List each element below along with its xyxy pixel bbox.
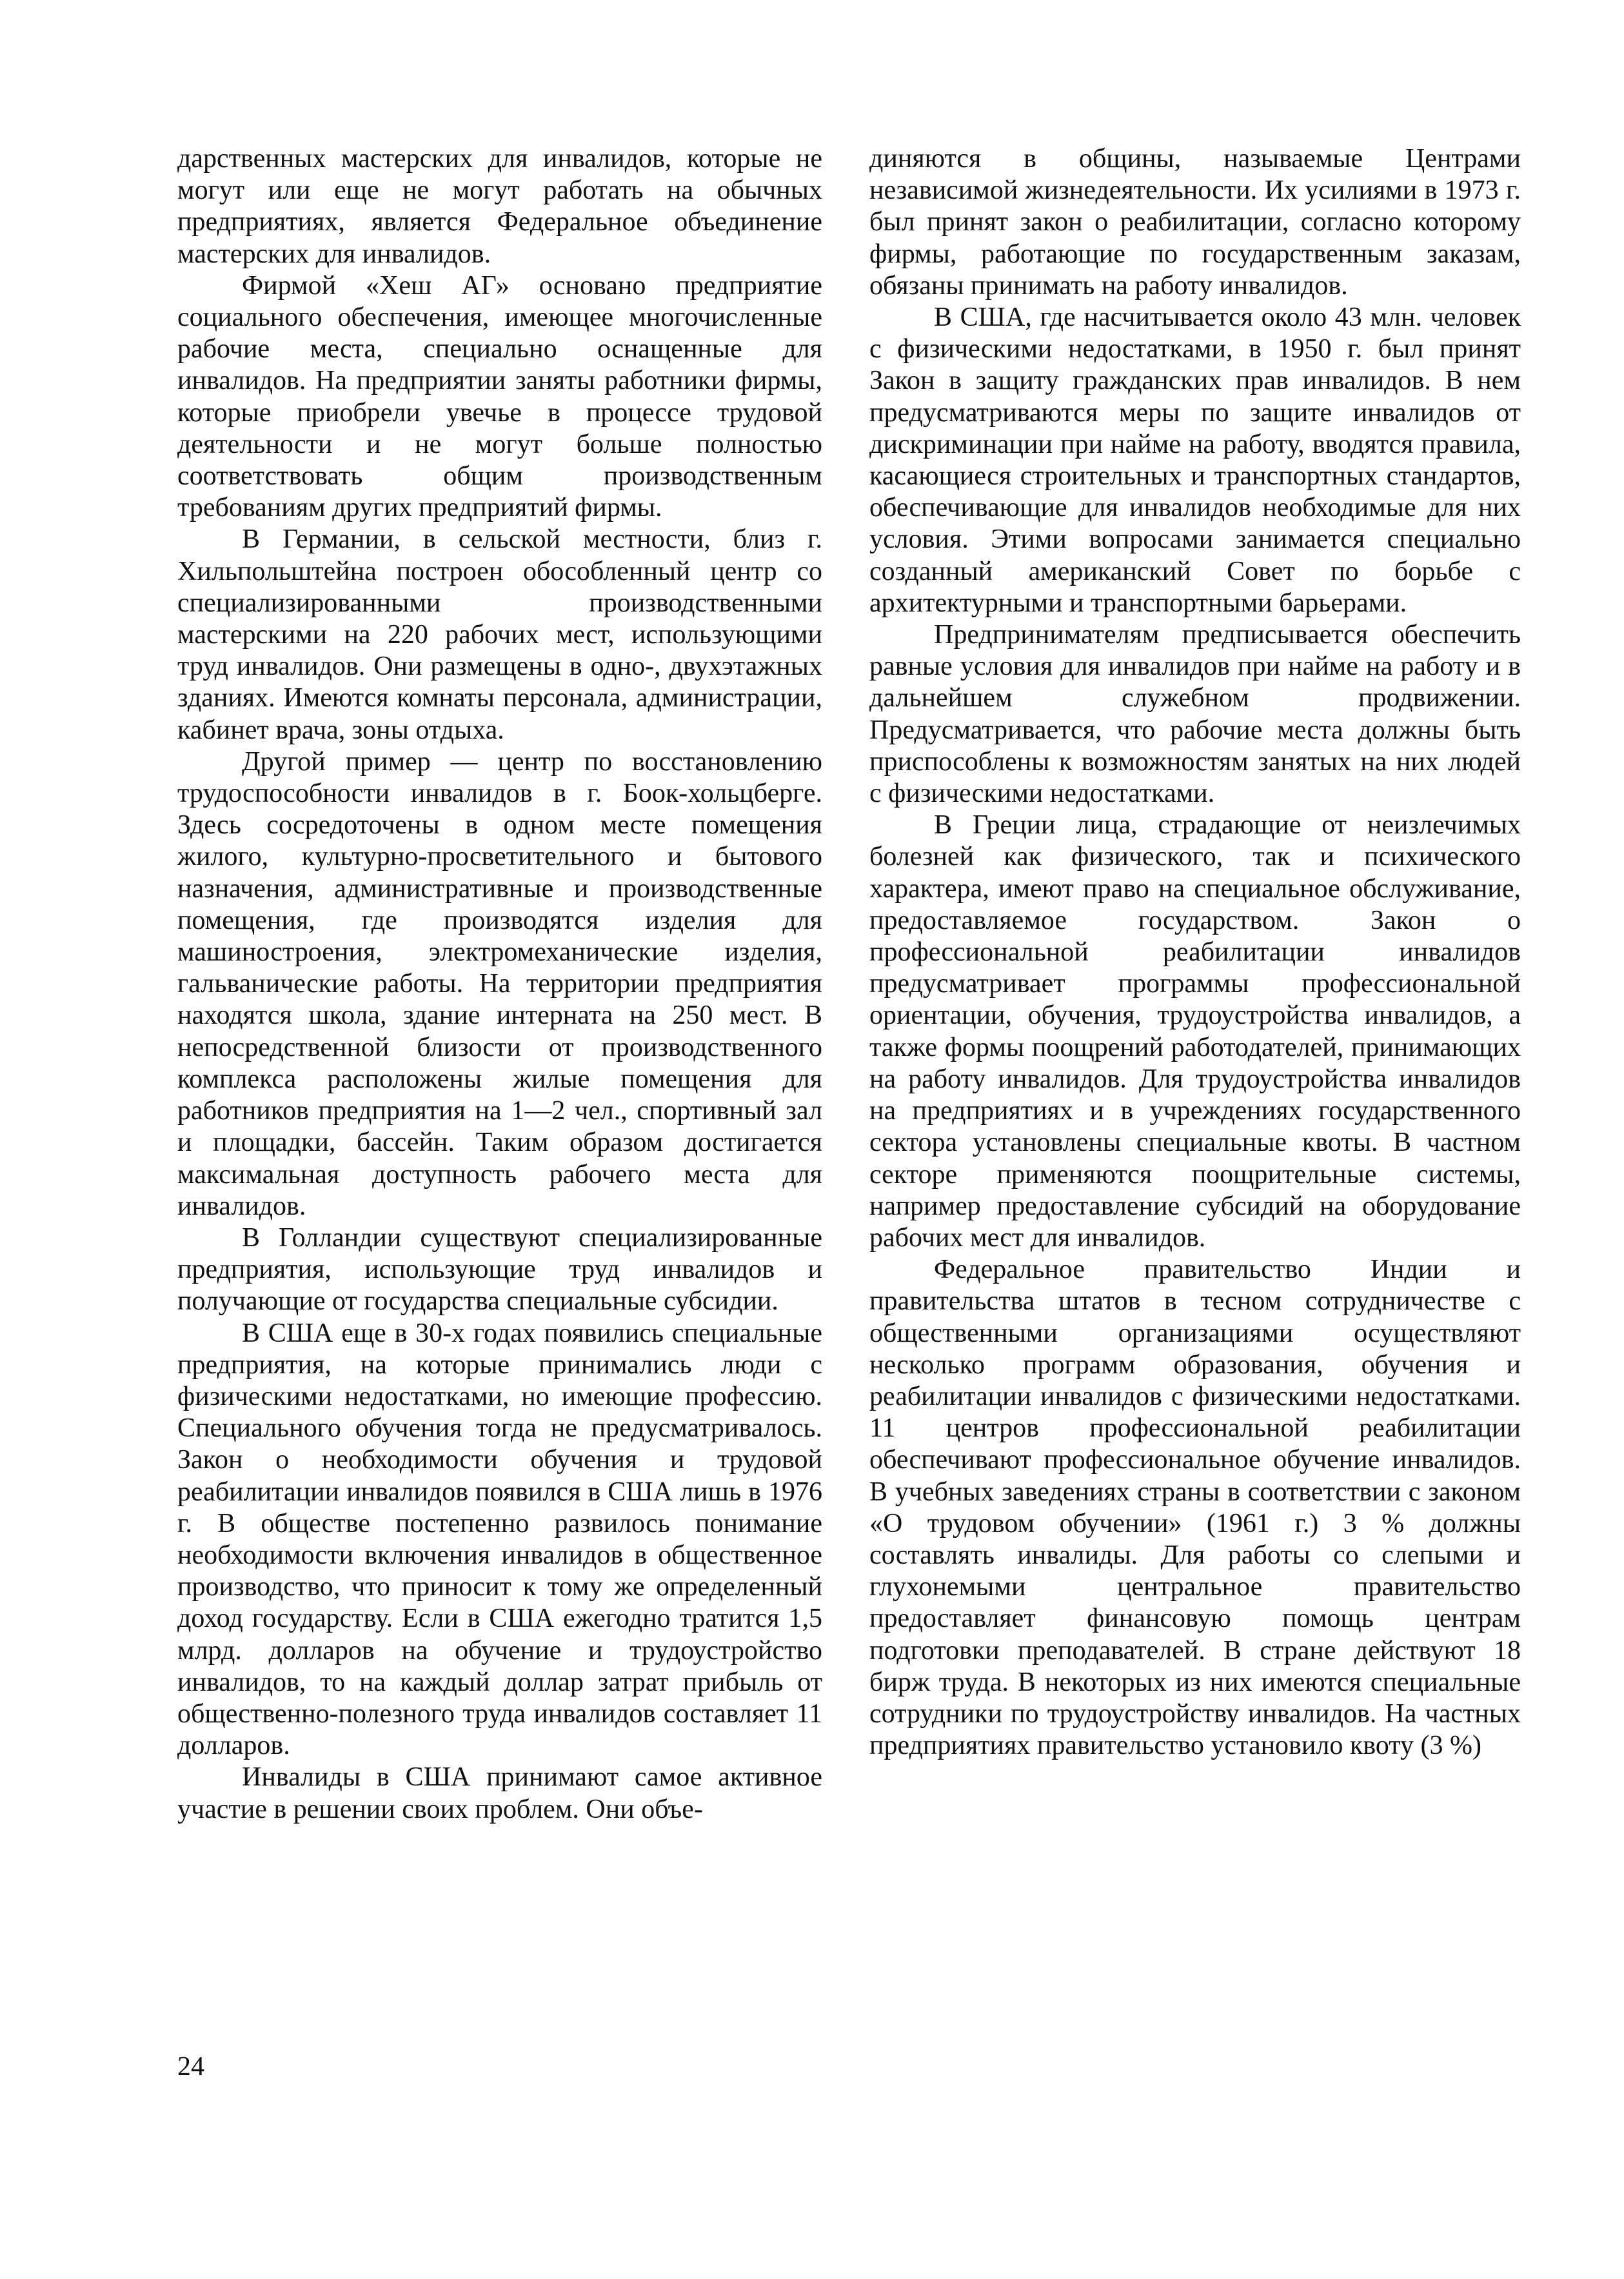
left-column (177, 143, 822, 1826)
paragraph: В Германии, в сельской местности, близ г. Хильпольштейна построен обособленный центр со специализированными производственными мастерскими на 220 рабочих мест, использующими труд инвалидов. Они размещены в одно-, двухэтажных зданиях. Имеются комнаты персонала, администрации, кабинет врача, зоны отдыха. (177, 524, 822, 745)
paragraph: В Греции лица, страдающие от неизлечимых болезней как физического, так и психического характера, имеют право на специальное обслуживание, предоставляемое государством. Закон о профессиональной реабилитации инвалидов предусматривает программы профессиональной ориентации, обучения, трудоустройства инвалидов, а также формы поощрений работодателей, принимающих на работу инвалидов. Для трудоустройства инвалидов на предприятиях и в учреждениях государственного сектора установлены специальные квоты. В частном секторе применяются поощрительные системы, например предоставление субсидий на оборудование рабочих мест для инвалидов. (869, 810, 1521, 1253)
paragraph: В США еще в 30-х годах появились специальные предприятия, на которые принимались люди с физическими недостатками, но имеющие профессию. Специального обучения тогда не предусматривалось. Закон о необходимости обучения и трудовой реабилитации инвалидов появился в США лишь в 1976 г. В обществе постепенно развилось понимание необходимости включения инвалидов в общественное производство, что приносит к тому же определенный доход государству. Если в США ежегодно тратится 1,5 млрд. долларов на обучение и трудоустройство инвалидов, то на каждый доллар затрат прибыль от общественно-полезного труда инвалидов составляет 11 долларов. (177, 1318, 822, 1761)
page-number: 24 (177, 2052, 204, 2082)
paragraph: Федеральное правительство Индии и правительства штатов в тесном сотрудничестве с общественными организациями осуществляют несколько программ образования, обучения и реабилитации инвалидов с физическими недостатками. 11 центров профессиональной реабилитации обеспечивают профессиональное обучение инвалидов. В учебных заведениях страны в соответствии с законом «О трудовом обучении» (1961 г.) 3 % должны составлять инвалиды. Для работы со слепыми и глухонемыми центральное правительство предоставляет финансовую помощь центрам подготовки преподавателей. В стране действуют 18 бирж труда. В некоторых из них имеются специальные сотрудники по трудоустройству инвалидов. На частных предприятиях правительство установило квоту (3 %) (869, 1255, 1521, 1761)
paragraph: Другой пример — центр по восстановлению трудоспособности инвалидов в г. Боок-хольцберге. Здесь сосредоточены в одном месте помещения жилого, культурно-просветительного и бытового назначения, административные и производственные помещения, где производятся изделия для машиностроения, электромеханические изделия, гальванические работы. На территории предприятия находятся школа, здание интерната на 250 мест. В непосредственной близости от производственного комплекса расположены жилые помещения для работников предприятия на 1—2 чел., спортивный зал и площадки, бассейн. Таким образом достигается максимальная доступность рабочего места для инвалидов. (177, 746, 822, 1221)
paragraph: Инвалиды в США принимают самое активное участие в решении своих проблем. Они объе- (177, 1762, 822, 1824)
paragraph: диняются в общины, называемые Центрами независимой жизнедеятельности. Их усилиями в 1973 г. был принят закон о реабилитации, согласно которому фирмы, работающие по государственным заказам, обязаны принимать на работу инвалидов. (869, 144, 1521, 301)
paragraph: Фирмой «Хеш АГ» основано предприятие социального обеспечения, имеющее многочисленные рабочие места, специально оснащенные для инвалидов. На предприятии заняты работники фирмы, которые приобрели увечье в процессе трудовой деятельности и не могут больше полностью соответствовать общим производственным требованиям других предприятий фирмы. (177, 270, 822, 523)
paragraph: В Голландии существуют специализированные предприятия, использующие труд инвалидов и получающие от государства специальные субсидии. (177, 1222, 822, 1317)
paragraph: Предпринимателям предписывается обеспечить равные условия для инвалидов при найме на работу и в дальнейшем служебном продвижении. Предусматривается, что рабочие места должны быть приспособлены к возможностям занятых на них людей с физическими недостатками. (869, 620, 1521, 809)
paragraph: дарственных мастерских для инвалидов, которые не могут или еще не могут работать на обычных предприятиях, является Федеральное объединение мастерских для инвалидов. (177, 144, 822, 269)
right-column (869, 143, 1521, 1762)
paragraph: В США, где насчитывается около 43 млн. человек с физическими недостатками, в 1950 г. был принят Закон в защиту гражданских прав инвалидов. В нем предусматриваются меры по защите инвалидов от дискриминации при найме на работу, вводятся правила, касающиеся строительных и транспортных стандартов, обеспечивающие для инвалидов необходимые для них условия. Этими вопросами занимается специально созданный американский Совет по борьбе с архитектурными и транспортными барьерами. (869, 303, 1521, 618)
